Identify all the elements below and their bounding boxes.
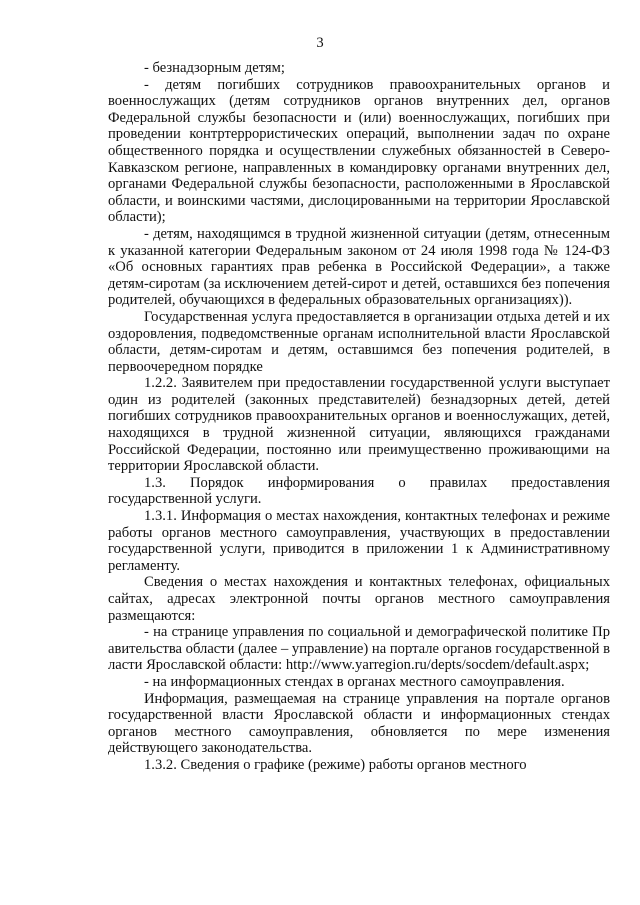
paragraph-children-of-fallen: - детям погибших сотрудников правоохранительных органов и военнослужащих (детям сотрудников органов внутренних дел, органов Федеральной службы безопасности и (или) военнослужащих, погибших при проведении контртеррористических операций, выполнении задач по охране общественного порядка и осуществлении служебных обязанностей в Северо-Кавказском регионе, направленных в командировку органами внутренних дел, органами Федеральной службы безопасности, расположенными в Ярославской области, и воинскими частями, дислоцированными на территории Ярославской области); — [108, 76, 610, 226]
paragraph-difficult-situation: - детям, находящимся в трудной жизненной ситуации (детям, отнесенным к указанной категории Федеральным законом от 24 июля 1998 года № 124-ФЗ «Об основных гарантиях прав ребенка в Российской Федерации», а также детям-сиротам (за исключением детей-сирот и детей, оставшихся без попечения родителей, обучающихся в федеральных образовательных организациях)). — [108, 225, 610, 309]
paragraph-1-3-2: 1.3.2. Сведения о графике (режиме) работы органов местного — [144, 756, 527, 773]
paragraph-1-2-2: 1.2.2. Заявителем при предоставлении государственной услуги выступает один из родителей (законных представителей) безнадзорных детей, детей погибших сотрудников правоохранительных органов и военнослужащих, детей, находящихся в трудной жизненной ситуации, являющихся гражданами Российской Федерации, постоянно или преимущественно проживающими на территории Ярославской области. — [108, 375, 610, 475]
paragraph-neglected-children: - безнадзорным детям; — [144, 60, 285, 76]
paragraph-service-provision: Государственная услуга предоставляется в организации отдыха детей и их оздоровления, подведомственные органам исполнительной власти Ярославской области, детям-сиротам и детям, оставшимся без попечения родителей, в первоочередном порядке — [108, 308, 610, 375]
paragraph-contact-info: Сведения о местах нахождения и контактных телефонах, официальных сайтах, адресах электронной почты органов местного самоуправления размещаются: — [108, 574, 610, 624]
page-number: 3 — [316, 35, 324, 51]
paragraph-1-3: 1.3. Порядок информирования о правилах предоставления государственной услуги. — [108, 474, 610, 508]
paragraph-info-stands: - на информационных стендах в органах местного самоуправления. — [144, 673, 565, 690]
paragraph-info-update: Информация, размещаемая на странице управления на портале органов государственной власти Ярославской области и информационных стендах органов местного самоуправления, обновляется по мере изменения действующего законодательства. — [108, 690, 610, 757]
paragraph-1-3-1: 1.3.1. Информация о местах нахождения, контактных телефонах и режиме работы органов местного самоуправления, участвующих в предоставлении государственной услуги, приводится в приложении 1 к Административному регламенту. — [108, 508, 610, 574]
document-body — [108, 60, 610, 774]
paragraph-portal-page: - на странице управления по социальной и демографической политике Правительства области (далее – управление) на портале органов государственной власти Ярославской области: http://www.yarregion.ru/depts/socdem/default.aspx; — [108, 624, 610, 674]
